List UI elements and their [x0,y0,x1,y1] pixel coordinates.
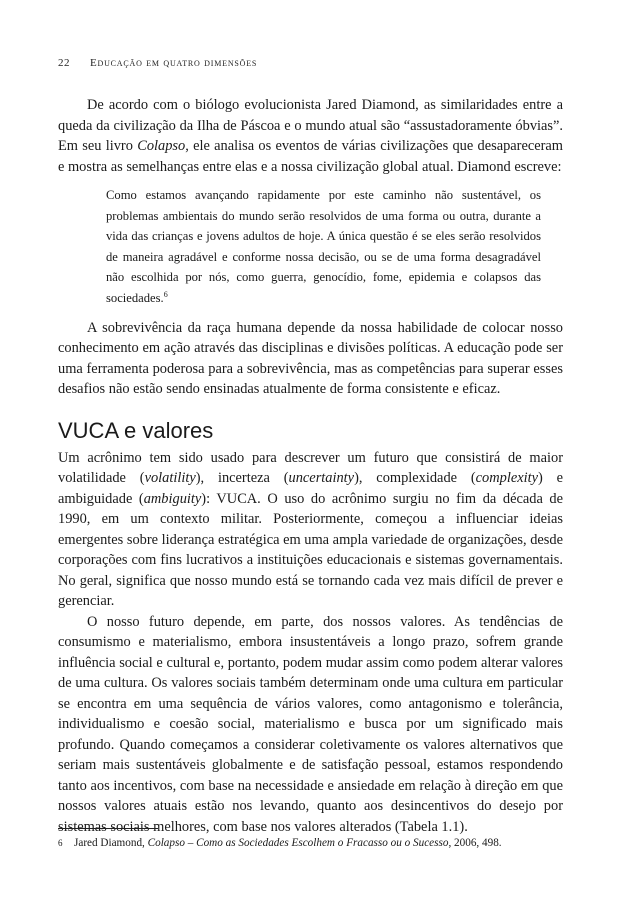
paragraph-text: ): VUCA. O uso do acrônimo surgiu no fim da década de 1990, em um contexto militar. Posteriormente, começou a influenciar ideias emergentes sobre liderança estratégica em uma ampla variedade de organizações, desde corporações com fins lucrativos a instituições educacionais e sistemas governamentais. No geral, significa que nosso mundo está se tornando cada vez mais difícil de prever e gerenciar. [58,490,564,610]
paragraph-text: ), complexidade ( [354,470,476,487]
footnote [58,836,563,850]
block-quote [106,185,541,309]
footnote-divider [58,828,158,829]
running-header [58,57,257,69]
term-complexity: complexity [475,470,538,487]
footnote-number: 6 [58,838,63,848]
paragraph-text: , ele analisa os eventos de várias civilizações que desapareceram e mostra as semelhanças entre elas e a nossa civilização global atual. Diamond escreve: [58,138,564,175]
paragraph-survival: A sobrevivência da raça humana depende da nossa habilidade de colocar nosso conhecimento em ação através das disciplinas e divisões políticas. A educação pode ser uma ferramenta poderosa para a sobrevivência, mas as competências para superar esses desafios não estão sendo ensinadas atualmente de forma consistente e eficaz. [58,319,563,398]
footnote-author: Jared Diamond, [74,837,148,849]
page-number: 22 [58,57,70,69]
footnote-ref[interactable]: 6 [163,289,168,299]
paragraph-text: ), incerteza ( [195,470,289,487]
quote-text: Como estamos avançando rapidamente por este caminho não sustentável, os problemas ambientais do mundo serão resolvidos de uma forma ou outra, durante a vida das crianças e jovens adultos de hoje. A única questão é se eles serão resolvidos de maneira agradável e conforme nossa decisão, ou se de uma forma desagradável não escolhida por nós, como guerra, genocídio, fome, epidemia e colapsos das sociedades. [106,188,541,305]
paragraph-values: O nosso futuro depende, em parte, dos nossos valores. As tendências de consumismo e materialismo, embora insustentáveis a longo prazo, sofrem grande influência social e cultural e, portanto, podem mudar assim como podem alterar valores de uma cultura. Os valores sociais também determinam onde uma cultura em particular se encontra em uma sequência de vários valores, como antagonismo e tolerância, individualismo e coesão social, materialismo e busca por um significado mais profundo. Quando começamos a considerar coletivamente os valores alternativos que seriam mais sustentáveis globalmente e de satisfação pessoal, estamos respondendo tanto aos incentivos, com base na necessidade e ansiedade em relação à direção em que nossos valores atuais estão nos levando, quanto aos desincentivos do desejo por sistemas sociais melhores, com base nos valores alterados (Tabela 1.1). [58,613,563,835]
footnote-book-title: Colapso – Como as Sociedades Escolhem o Fracasso ou o Sucesso [147,837,449,849]
term-ambiguity: ambiguity [143,490,202,507]
footnote-details: , 2006, 498. [448,837,502,849]
book-title: Colapso [137,138,186,154]
term-uncertainty: uncertainty [288,470,355,487]
paragraph-text: De acordo com o biólogo evolucionista Jared Diamond, as similaridades entre a queda da civilização da Ilha de Páscoa e o mundo atual são “assustadoramente óbvias”. Em seu livro [58,97,563,154]
section-heading: VUCA e valores [58,417,214,443]
running-title: Educação em quatro dimensões [90,57,258,69]
term-volatility: volatility [144,470,196,487]
paragraph-vuca [58,448,563,612]
paragraph-text: ) e ambiguidade ( [58,470,564,507]
paragraph-intro [58,95,563,177]
paragraph-text: Um acrônimo tem sido usado para descrever um futuro que consistirá de maior volatilidade ( [58,449,563,487]
page-body [58,95,563,837]
